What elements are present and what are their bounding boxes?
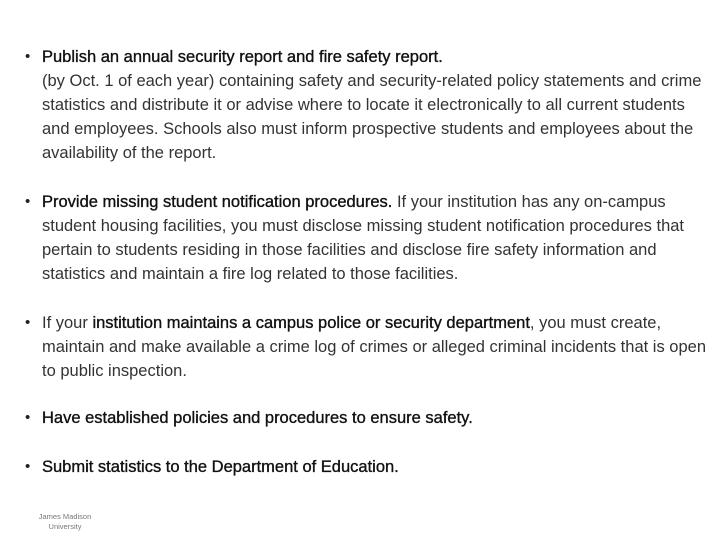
- bullet-heading: Publish an annual security report and fire safety report.: [42, 48, 443, 66]
- bullet-prefix: If your: [42, 314, 93, 332]
- bullet-body: If your institution has any on-campus student housing facilities, you must disclose missing student notification procedures that pertain to students residing in those facilities and disclose fire safety information and statistics and maintain a fire log related to those facilities.: [42, 193, 685, 283]
- bullet-text: [42, 190, 707, 286]
- bullet-heading: Provide missing student notification procedures.: [42, 193, 393, 211]
- bullet-heading: Have established policies and procedures to ensure safety.: [42, 409, 473, 427]
- bullet-dot: •: [25, 409, 31, 426]
- bullet-text: [42, 311, 707, 383]
- bullet-body: (by Oct. 1 of each year) containing safety and security-related policy statements and crime statistics and distribute it or advise where to locate it electronically to all current students and employees. Schools also must inform prospective students and employees about the availability of the report.: [42, 72, 702, 162]
- bullet-dot: •: [25, 193, 31, 210]
- logo-line-2: University: [48, 522, 82, 531]
- bullet-dot: •: [25, 458, 31, 475]
- bullet-text: [42, 406, 707, 430]
- bullet-heading: Submit statistics to the Department of Education.: [42, 458, 399, 476]
- bullet-text: [42, 455, 707, 479]
- bullet-text: [42, 45, 707, 165]
- logo-line-1: James Madison: [38, 512, 92, 521]
- bullet-body: , you must create, maintain and make available a crime log of crimes or alleged criminal incidents that is open to public inspection.: [42, 314, 706, 380]
- bullet-dot: •: [25, 314, 31, 331]
- bullet-heading: institution maintains a campus police or security department: [92, 314, 530, 332]
- university-logo: [30, 512, 100, 532]
- bullet-dot: •: [25, 48, 31, 65]
